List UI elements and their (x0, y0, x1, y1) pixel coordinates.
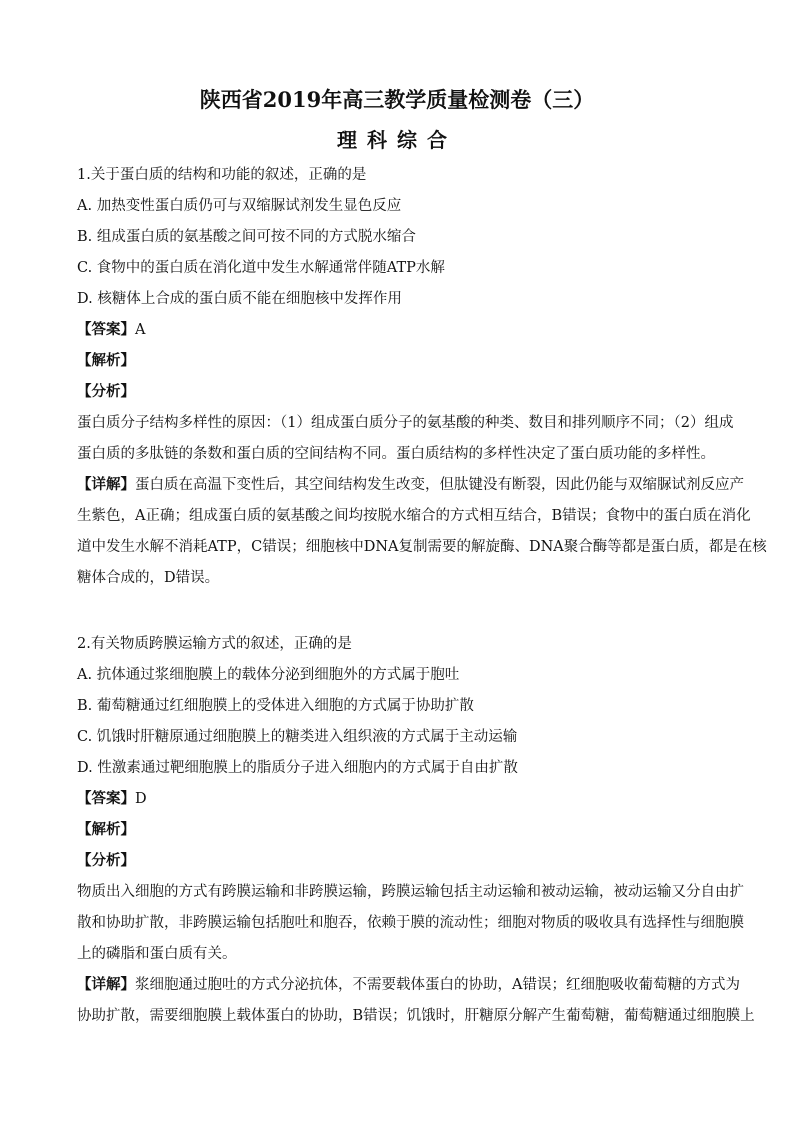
answer-tag: 【答案】 (77, 321, 135, 338)
question-1-xiangjie-line: 糖体合成的，D错误。 (77, 570, 220, 586)
xiangjie-tag: 【详解】 (77, 476, 135, 493)
question-2-option-b: B. 葡萄糖通过红细胞膜上的受体进入细胞的方式属于协助扩散 (77, 698, 474, 714)
question-1-xiangjie-line: 生紫色，A正确；组成蛋白质的氨基酸之间均按脱水缩合的方式相互结合，B错误；食物中的蛋白质在消化 (77, 508, 751, 524)
question-2-xiangjie-line (77, 975, 740, 995)
question-2-option-c: C. 饥饿时肝糖原通过细胞膜上的糖类进入组织液的方式属于主动运输 (77, 729, 518, 745)
question-2-jiexi-tag: 【解析】 (77, 821, 135, 838)
xiangjie-text: 浆细胞通过胞吐的方式分泌抗体，不需要载体蛋白的协助，A错误；红细胞吸收葡萄糖的方式为 (135, 977, 740, 993)
question-1-fenxi-line: 蛋白质的多肽链的条数和蛋白质的空间结构不同。蛋白质结构的多样性决定了蛋白质功能的多样性。 (77, 446, 715, 462)
answer-value: D (135, 791, 147, 807)
question-1-stem: 1.关于蛋白质的结构和功能的叙述，正确的是 (77, 167, 367, 183)
question-2-option-d: D. 性激素通过靶细胞膜上的脂质分子进入细胞内的方式属于自由扩散 (77, 760, 518, 776)
question-2-xiangjie-line: 协助扩散，需要细胞膜上载体蛋白的协助，B错误；饥饿时，肝糖原分解产生葡萄糖，葡萄糖通过细胞膜上 (77, 1008, 755, 1024)
question-1-option-a: A. 加热变性蛋白质仍可与双缩脲试剂发生显色反应 (77, 198, 402, 214)
question-1-fenxi-line: 蛋白质分子结构多样性的原因：（1）组成蛋白质分子的氨基酸的种类、数目和排列顺序不同；（2）组成 (77, 415, 734, 431)
page-title: 陕西省2019年高三教学质量检测卷（三） (199, 87, 595, 112)
xiangjie-tag: 【详解】 (77, 976, 135, 993)
question-1-jiexi-tag: 【解析】 (77, 352, 135, 369)
page-subtitle: 理科综合 (337, 128, 457, 152)
question-2-option-a: A. 抗体通过浆细胞膜上的载体分泌到细胞外的方式属于胞吐 (77, 667, 460, 683)
question-1-fenxi-tag: 【分析】 (77, 383, 135, 400)
question-1-xiangjie-line (77, 475, 744, 495)
question-2-fenxi-line: 物质出入细胞的方式有跨膜运输和非跨膜运输，跨膜运输包括主动运输和被动运输，被动运输又分自由扩 (77, 884, 744, 900)
question-1-answer (77, 320, 145, 340)
question-2-fenxi-line: 上的磷脂和蛋白质有关。 (77, 946, 237, 962)
question-1-option-b: B. 组成蛋白质的氨基酸之间可按不同的方式脱水缩合 (77, 229, 416, 245)
question-1-option-c: C. 食物中的蛋白质在消化道中发生水解通常伴随ATP水解 (77, 260, 445, 276)
xiangjie-text: 蛋白质在高温下变性后，其空间结构发生改变，但肽键没有断裂，因此仍能与双缩脲试剂反应产 (135, 477, 744, 493)
question-2-stem: 2.有关物质跨膜运输方式的叙述，正确的是 (77, 636, 352, 652)
question-2-answer (77, 789, 147, 809)
answer-value: A (135, 322, 146, 338)
question-2-fenxi-tag: 【分析】 (77, 852, 135, 869)
question-1-xiangjie-line: 道中发生水解不消耗ATP，C错误；细胞核中DNA复制需要的解旋酶、DNA聚合酶等都是蛋白质，都是在核 (77, 539, 767, 555)
question-2-fenxi-line: 散和协助扩散，非跨膜运输包括胞吐和胞吞，依赖于膜的流动性；细胞对物质的吸收具有选择性与细胞膜 (77, 915, 744, 931)
answer-tag: 【答案】 (77, 790, 135, 807)
question-1-option-d: D. 核糖体上合成的蛋白质不能在细胞核中发挥作用 (77, 291, 402, 307)
